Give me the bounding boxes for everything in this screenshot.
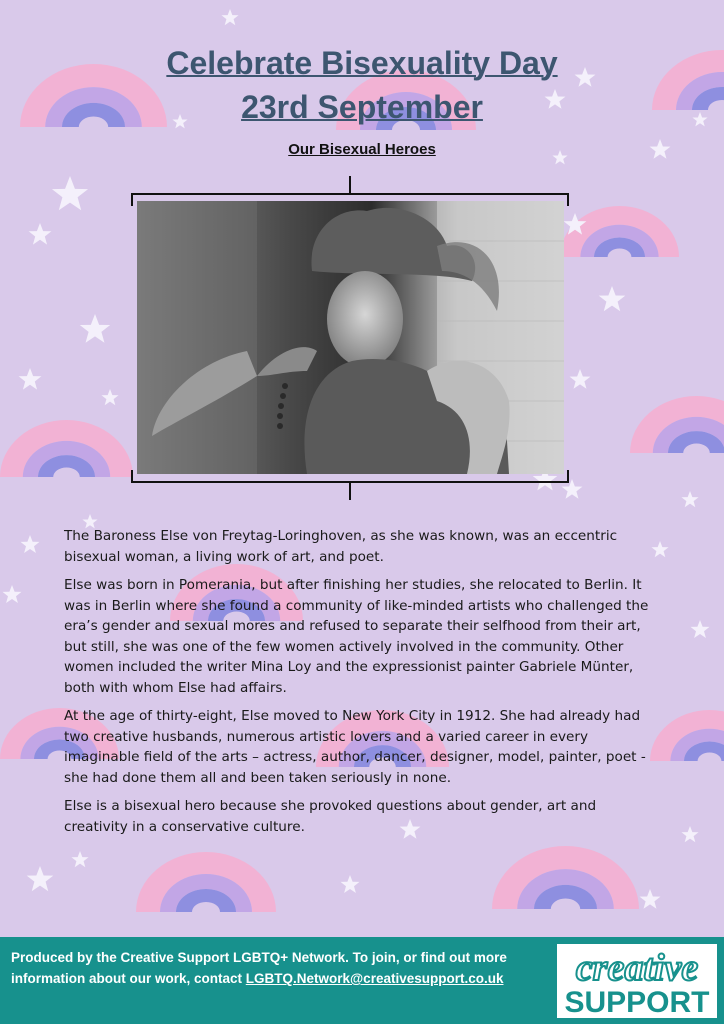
contact-email-link[interactable]: LGBTQ.Network@creativesupport.co.uk [245, 971, 504, 986]
page-title: Celebrate Bisexuality Day [166, 45, 558, 81]
article-body [64, 526, 660, 845]
paragraph: The Baroness Else von Freytag-Loringhoven, as she was known, was an eccentric bisexual woman, a living work of art, and poet. [64, 528, 618, 565]
rainbow-icon [650, 710, 724, 761]
rainbow-icon [630, 396, 724, 453]
footer-banner [0, 937, 724, 1024]
svg-text:SUPPORT: SUPPORT [564, 986, 710, 1018]
portrait-photo-icon [137, 201, 564, 474]
paragraph: Else was born in Pomerania, but after finishing her studies, she relocated to Berlin. It was in Berlin where she found a community of like-minded artists who challenged the era’s gender and sexual mores and refused to separate their selfhood from their art, but still, she was one of the few women actively involved in the community. Other women included the writer Mina Loy and the expressionist painter Gabriele Münter, both with whom Else had affairs. [64, 577, 649, 696]
rainbow-icon [492, 846, 639, 909]
paragraph: Else is a bisexual hero because she provoked questions about gender, art and creativity in a conservative culture. [64, 798, 597, 835]
paragraph: At the age of thirty-eight, Else moved to New York City in 1912. She had already had two creative husbands, numerous artistic lovers and a varied career in every imaginable field of the arts – actress, author, dancer, designer, model, painter, poet - she had done them all and been taken seriously in none. [64, 708, 646, 786]
section-subtitle: Our Bisexual Heroes [288, 141, 436, 158]
svg-text:creative: creative [575, 947, 699, 989]
portrait-photo [137, 201, 564, 474]
rainbow-icon [0, 420, 133, 477]
footer-text [11, 947, 556, 989]
rainbow-icon [136, 852, 276, 912]
footer-info: Produced by the Creative Support LGBTQ+ Network. To join, or find out more information about our work, contact [11, 950, 507, 986]
creative-support-logo [557, 944, 717, 1018]
event-date: 23rd September [241, 89, 483, 125]
